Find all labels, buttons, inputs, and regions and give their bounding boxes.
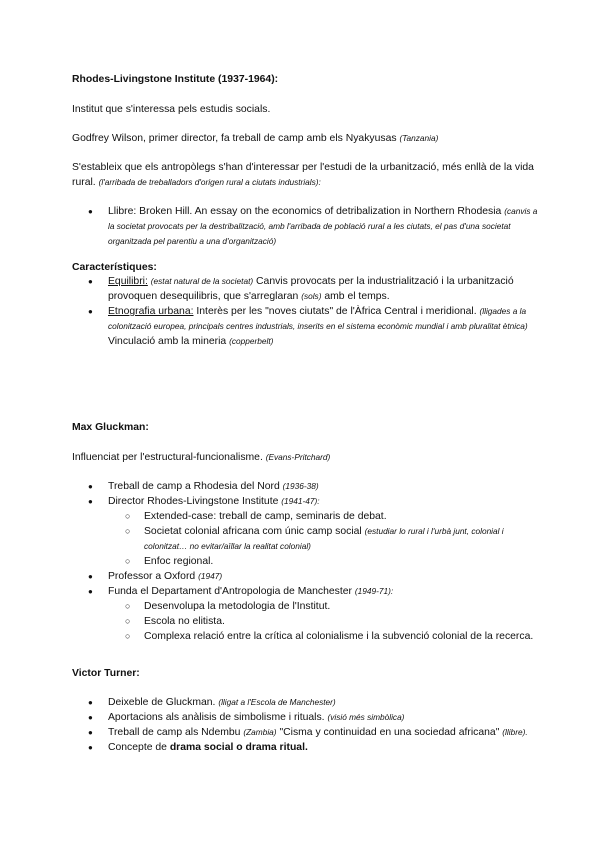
list-item: ○ Extended-case: treball de camp, seminaris de debat.: [144, 509, 540, 524]
rhodes-title: Rhodes-Livingstone Institute (1937-1964):: [72, 74, 279, 85]
t-i3-text: Treball de camp als Ndembu: [108, 727, 241, 738]
etno-label: Etnografia urbana:: [108, 306, 194, 317]
urban-text: S'estableix que els antropòlegs s'han d'interessar per l'estudi de la urbanització, més enllà de la vida rural.: [72, 162, 534, 188]
list-item: [108, 274, 540, 304]
gluckman-intro-note: (Evans-Pritchard): [265, 452, 331, 462]
list-item: [108, 204, 540, 249]
rhodes-book-list: [72, 204, 540, 249]
gluckman-title: Max Gluckman:: [72, 422, 149, 433]
g-i1-text: Treball de camp a Rhodesia del Nord: [108, 481, 280, 492]
etno-text2: Vinculació amb la mineria: [108, 336, 227, 347]
g-i4-note: (1949-71):: [354, 586, 394, 596]
g-i1-note: (1936-38): [282, 481, 319, 491]
g-i4-text: Funda el Departament d'Antropologia de Manchester: [108, 586, 353, 597]
turner-title: Victor Turner:: [72, 668, 140, 679]
rhodes-wilson: [72, 131, 540, 146]
list-item: ○ Enfoc regional.: [144, 554, 540, 569]
t-i3-title: "Cisma y continuidad en una sociedad africana": [279, 727, 500, 738]
urban-note: (l'arribada de treballadors d'origen rural a ciutats industrials):: [98, 177, 321, 187]
t-i4-text: Concepte de: [108, 742, 167, 753]
g-s2-text: Societat colonial africana com únic camp social: [144, 526, 362, 537]
equilibri-text: Canvis provocats per la industrialització i la urbanització provoquen desequilibris, que s'arreglaran: [108, 276, 514, 302]
etno-text: Interès per les "noves ciutats" de l'Àfrica Central i meridional.: [196, 306, 477, 317]
list-item: [108, 584, 540, 599]
list-item: ○ Desenvolupa la metodologia de l'Institut.: [144, 599, 540, 614]
equilibri-label: Equilibri:: [108, 276, 148, 287]
t-i2-text: Aportacions als anàlisis de simbolisme i rituals.: [108, 712, 325, 723]
list-item: [108, 494, 540, 509]
g-s2-note: (estudiar lo rural i l'urbà junt, colonial i colonitzat… no evitar/aïllar la realitat colonial): [144, 526, 504, 551]
equilibri-note2: (sols): [301, 291, 322, 301]
list-item: ○ Complexa relació entre la crítica al colonialisme i la subvenció colonial de la recerca.: [144, 629, 540, 644]
features-list: [72, 274, 540, 349]
gluckman-intro: [72, 450, 540, 465]
turner-list: [72, 695, 540, 755]
etno-note: (lligades a la colonització europea, principals centres industrials, inserits en el sistema econòmic mundial i amb pluralitat ètnica): [108, 306, 528, 331]
rhodes-urban: [72, 160, 540, 190]
features-title: Característiques:: [72, 262, 157, 273]
g-i3-text: Professor a Oxford: [108, 571, 196, 582]
etno-note2: (copperbelt): [229, 336, 274, 346]
list-item: [108, 304, 540, 349]
g-i2-text: Director Rhodes-Livingstone Institute: [108, 496, 279, 507]
t-i1-text: Deixeble de Gluckman.: [108, 697, 216, 708]
equilibri-note: (estat natural de la societat): [150, 276, 254, 286]
list-item: [108, 569, 540, 584]
book-text: Llibre: Broken Hill. An essay on the economics of detribalization in Northern Rhodesia: [108, 206, 502, 217]
rhodes-intro: Institut que s'interessa pels estudis socials.: [72, 104, 271, 115]
wilson-text: Godfrey Wilson, primer director, fa treball de camp amb els Nyakyusas: [72, 133, 397, 144]
gluckman-list: [72, 479, 540, 644]
book-note: (canvis a la societat provocats per la destribalització, amb l'arribada de població rural a les ciutats, el pas d'una societat organitzada pel parentiu a una d'organització): [108, 206, 538, 246]
t-i1-note: (lligat a l'Escola de Manchester): [218, 697, 336, 707]
list-item: ○ Escola no elitista.: [144, 614, 540, 629]
g-i3-note: (1947): [198, 571, 223, 581]
t-i3-note2: (llibre).: [502, 727, 528, 737]
wilson-note: (Tanzania): [399, 133, 439, 143]
t-i2-note: (visió més simbòlica): [327, 712, 405, 722]
list-item: [108, 695, 540, 710]
list-item: [108, 740, 540, 755]
equilibri-text2: amb el temps.: [324, 291, 390, 302]
t-i4-bold: drama social o drama ritual.: [169, 742, 308, 753]
g-i2-note: (1941-47):: [281, 496, 320, 506]
list-item: [108, 710, 540, 725]
list-item: [144, 524, 540, 554]
t-i3-note: (Zambia): [243, 727, 277, 737]
list-item: [108, 479, 540, 494]
gluckman-intro-text: Influenciat per l'estructural-funcionalisme.: [72, 452, 263, 463]
list-item: [108, 725, 540, 740]
